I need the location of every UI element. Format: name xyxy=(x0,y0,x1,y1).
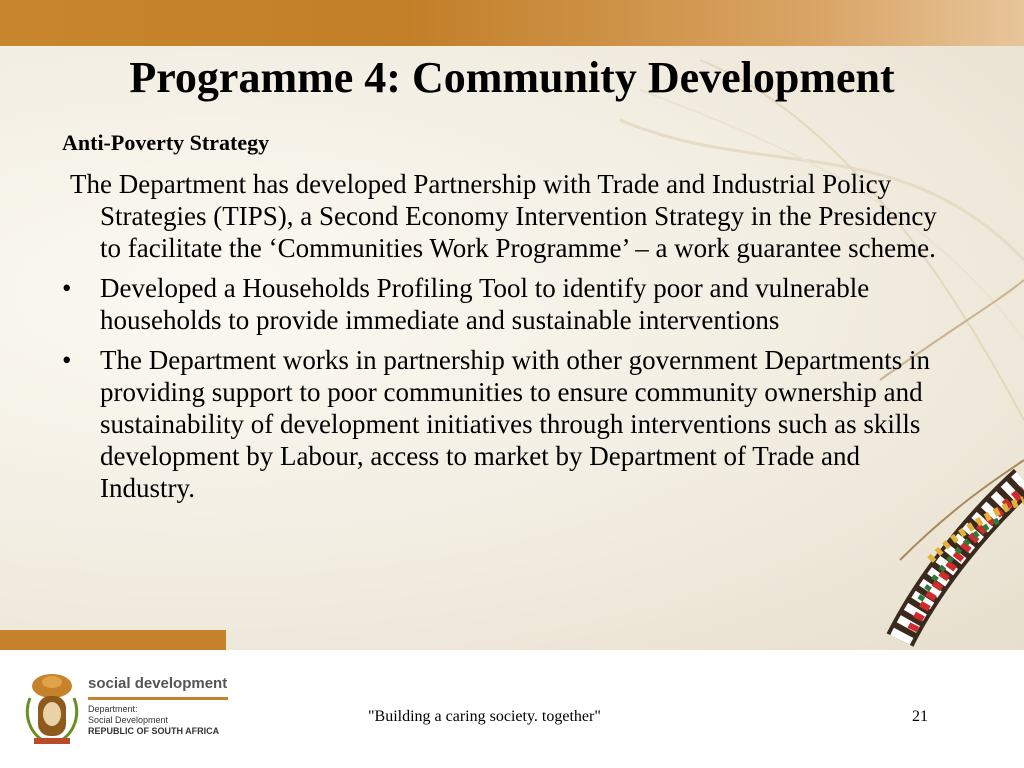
bottom-accent-bar xyxy=(0,630,226,650)
top-accent-bar xyxy=(0,0,1024,46)
bullet-item xyxy=(62,272,942,336)
intro-paragraph: The Department has developed Partnership with Trade and Industrial Policy Strategies (TIPS), a Second Economy Intervention Strategy in the Presidency to facilitate the ‘Communities Work Programme’ – a work guarantee scheme. xyxy=(70,169,937,263)
department-label xyxy=(88,704,219,737)
footer-tagline: "Building a caring society. together" xyxy=(368,708,601,725)
bullet-icon: • xyxy=(62,345,72,375)
dept-line: Social Development xyxy=(88,715,169,725)
bullet-text: The Department works in partnership with other government Departments in providing support to poor communities to ensure community ownership and sustainability of development initiatives through interventions such as skills development by Labour, access to market by Department of Trade and Industry. xyxy=(100,345,931,503)
bullet-item xyxy=(62,344,942,504)
page-number: 21 xyxy=(912,708,928,725)
dept-line: REPUBLIC OF SOUTH AFRICA xyxy=(88,726,220,736)
brand-divider xyxy=(88,697,228,700)
section-subheading: Anti-Poverty Strategy xyxy=(62,130,270,155)
slide-body xyxy=(62,168,942,512)
bullet-icon: • xyxy=(62,273,72,303)
slide-title: Programme 4: Community Development xyxy=(129,53,895,102)
coat-of-arms-logo xyxy=(22,668,82,748)
bullet-text: Developed a Households Profiling Tool to identify poor and vulnerable households to provide immediate and sustainable interventions xyxy=(100,273,870,335)
dept-line: Department: xyxy=(88,704,138,714)
brand-name: social development xyxy=(88,675,228,692)
